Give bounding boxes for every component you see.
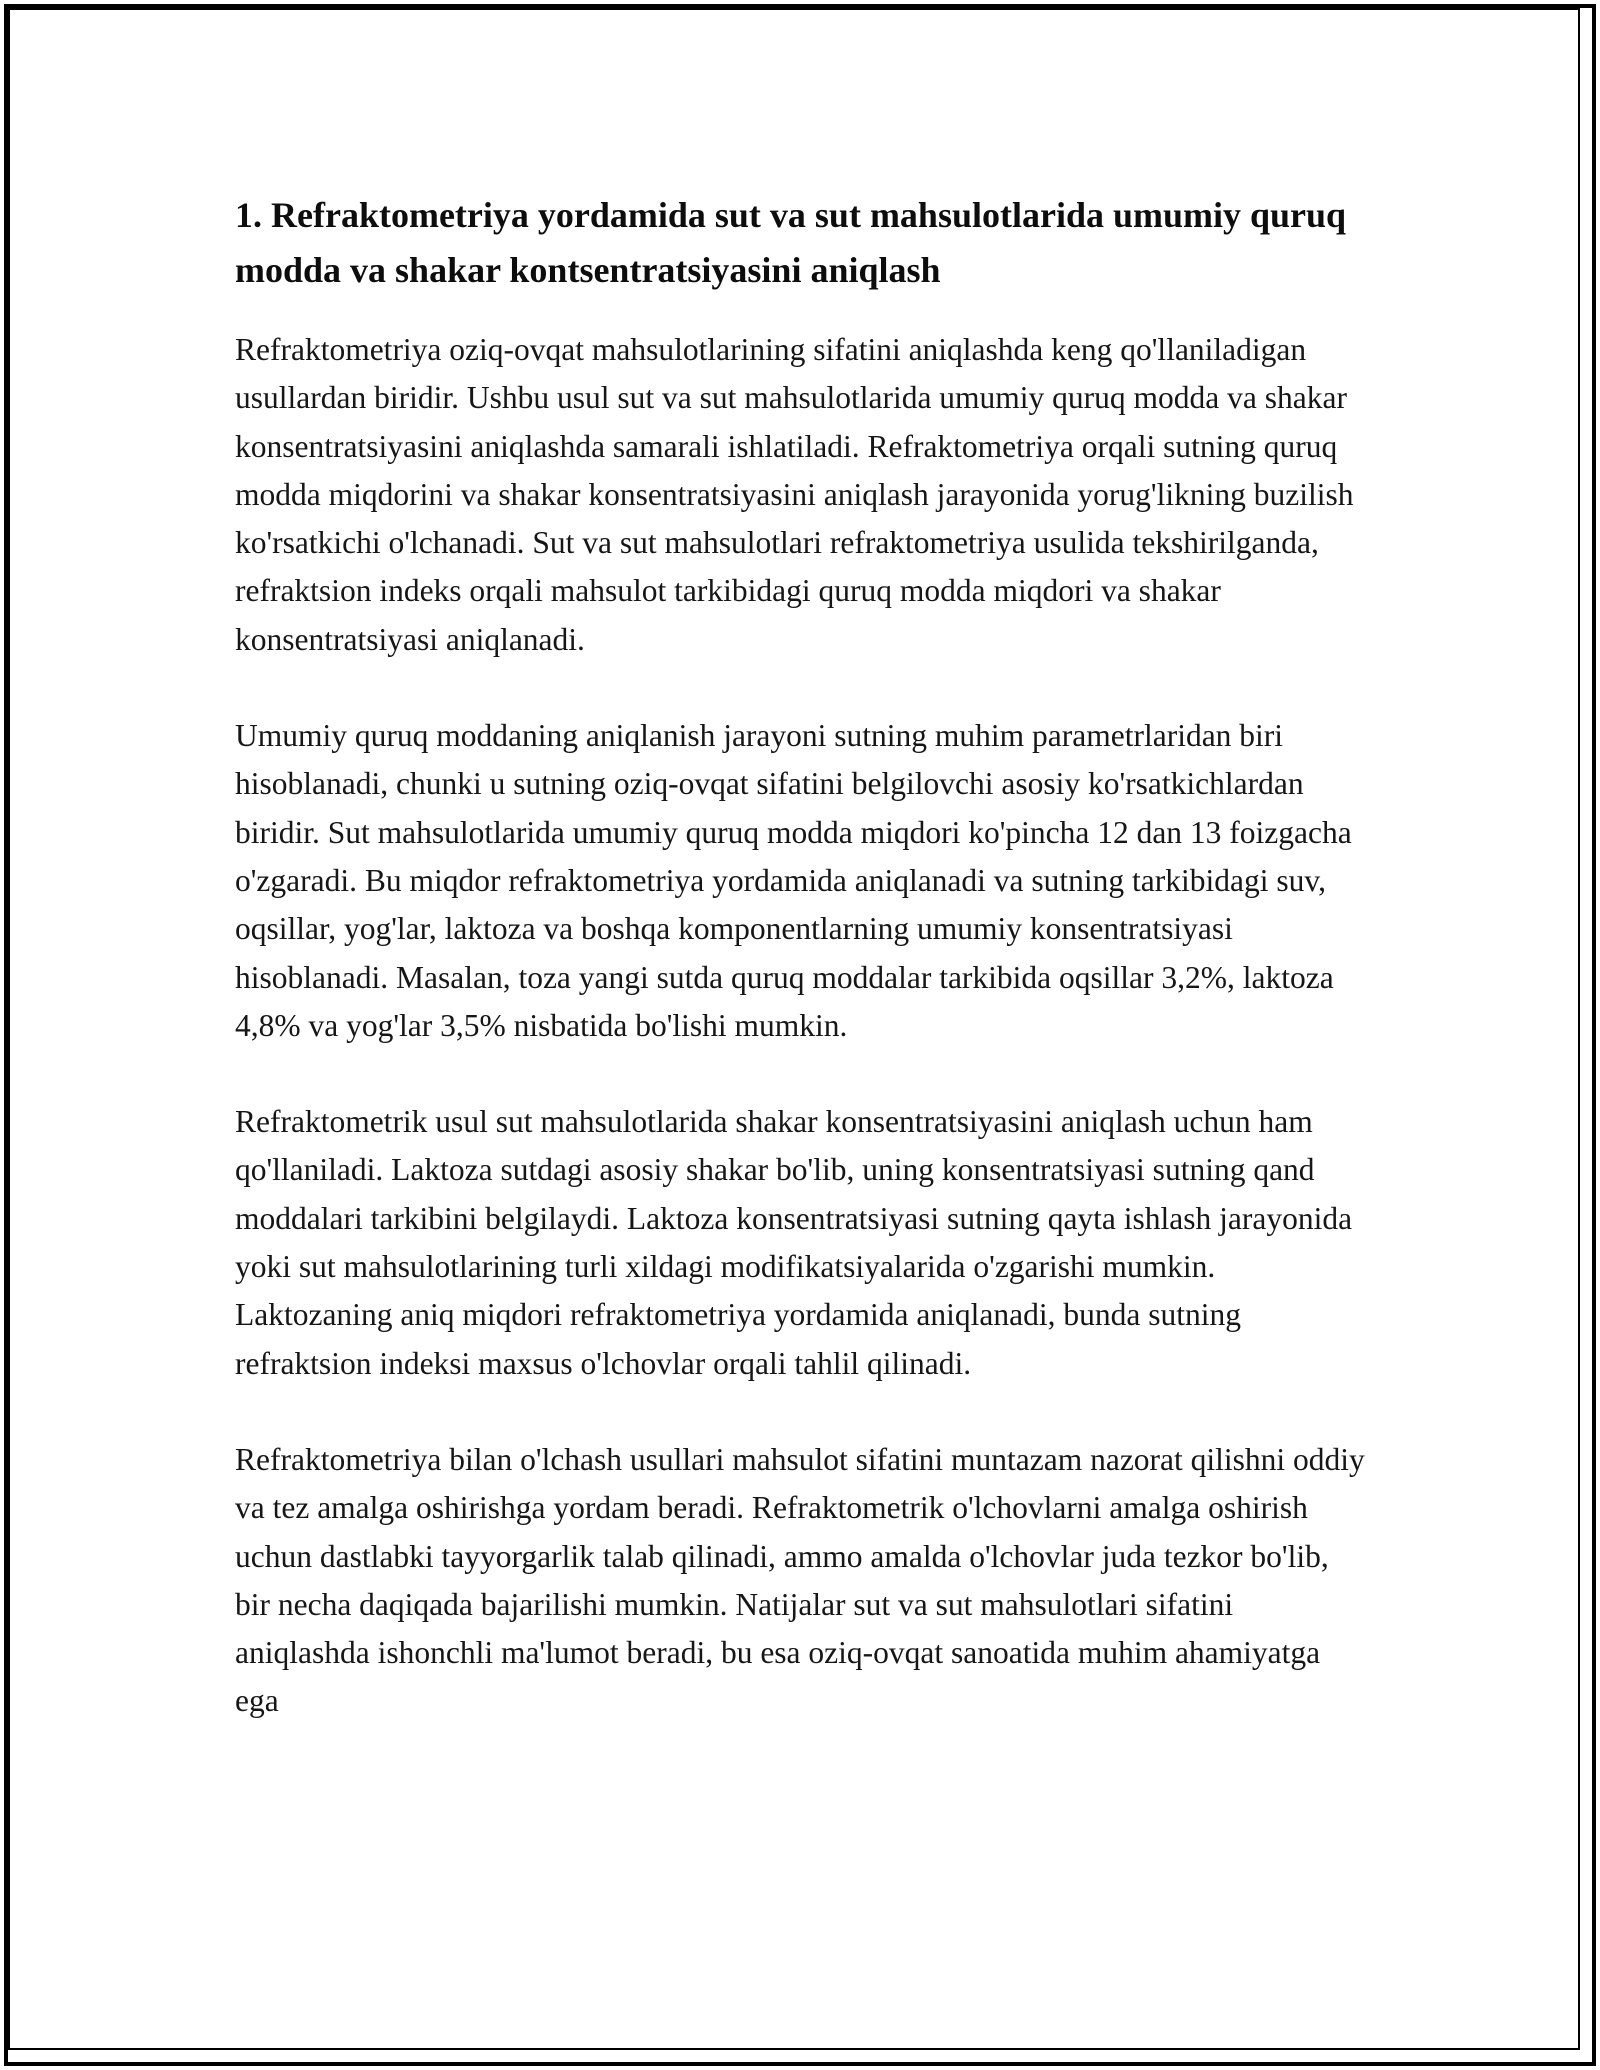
document-body xyxy=(235,188,1370,1774)
paragraph-4: Refraktometriya bilan o'lchash usullari mahsulot sifatini muntazam nazorat qilishni oddiy va tez amalga oshirishga yordam beradi. Refraktometrik o'lchovlarni amalga oshirish uchun dastlabki tayyorgarlik talab qilinadi, ammo amalda o'lchovlar juda tezkor bo'lib, bir necha daqiqada bajarilishi mumkin. Natijalar sut va sut mahsulotlari sifatini aniqlashda ishonchli ma'lumot beradi, bu esa oziq-ovqat sanoatida muhim ahamiyatga ega xyxy=(235,1441,1365,1719)
document-title: 1. Refraktometriya yordamida sut va sut mahsulotlarida umumiy quruq modda va shakar kontsentratsiyasini aniqlash xyxy=(235,195,1347,290)
paragraph-3: Refraktometrik usul sut mahsulotlarida shakar konsentratsiyasini aniqlash uchun ham qo'llaniladi. Laktoza sutdagi asosiy shakar bo'lib, uning konsentratsiyasi sutning qand moddalari tarkibini belgilaydi. Laktoza konsentratsiyasi sutning qayta ishlash jarayonida yoki sut mahsulotlarining turli xildagi modifikatsiyalarida o'zgarishi mumkin. Laktozaning aniq miqdori refraktometriya yordamida aniqlanadi, bunda sutning refraktsion indeksi maxsus o'lchovlar orqali tahlil qilinadi. xyxy=(235,1104,1353,1381)
paragraph-2: Umumiy quruq moddaning aniqlanish jarayoni sutning muhim parametrlaridan biri hisoblanadi, chunki u sutning oziq-ovqat sifatini belgilovchi asosiy ko'rsatkichlardan biridir. Sut mahsulotlarida umumiy quruq modda miqdori ko'pincha 12 dan 13 foizgacha o'zgaradi. Bu miqdor refraktometriya yordamida aniqlanadi va sutning tarkibidagi suv, oqsillar, yog'lar, laktoza va boshqa komponentlarning umumiy konsentratsiyasi hisoblanadi. Masalan, toza yangi sutda quruq moddalar tarkibida oqsillar 3,2%, laktoza 4,8% va yog'lar 3,5% nisbatida bo'lishi mumkin. xyxy=(235,718,1352,1043)
paragraph-1: Refraktometriya oziq-ovqat mahsulotlarining sifatini aniqlashda keng qo'llaniladigan usullardan biridir. Ushbu usul sut va sut mahsulotlarida umumiy quruq modda va shakar konsentratsiyasini aniqlashda samarali ishlatiladi. Refraktometriya orqali sutning quruq modda miqdorini va shakar konsentratsiyasini aniqlash jarayonida yorug'likning buzilish ko'rsatkichi o'lchanadi. Sut va sut mahsulotlari refraktometriya usulida tekshirilganda, refraktsion indeks orqali mahsulot tarkibidagi quruq modda miqdori va shakar konsentratsiyasi aniqlanadi. xyxy=(235,332,1354,657)
